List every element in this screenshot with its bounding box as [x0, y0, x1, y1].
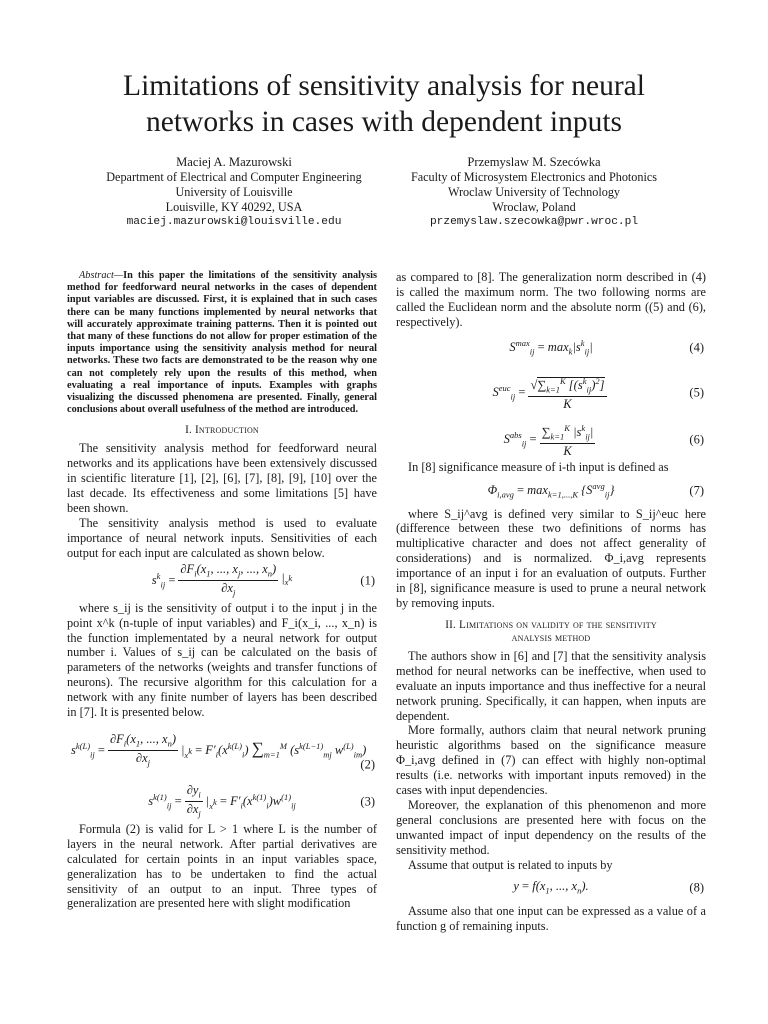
equation-number: (4) — [689, 340, 704, 355]
title-line-1: Limitations of sensitivity analysis for neural — [123, 70, 645, 102]
abstract-text: In this paper the limitations of the sensitivity analysis method for feedforward neural networks in the cases of dependent input variables are discussed. First, it is explained that in such cases there can be many functions implemented by neural networks that will accurately approximate training patterns. Then it is pointed out that many of these functions do not allow for proper estimation of the inputs importance using the sensitivity analysis method for neural networks. These two facts are demonstrated to be the reason why one can not completely rely upon the results of this method, when evaluating a real importance of inputs. Examples with graphs visualizing the discussed phenomena are presented. Finally, general conclusions about overall usefulness of the method are introduced. — [67, 270, 377, 416]
author-block-1 — [64, 155, 404, 230]
author-affiliation: Department of Electrical and Computer Engineering — [106, 170, 362, 184]
paragraph: Assume also that one input can be expressed as a value of a function g of remaining inputs. — [396, 904, 706, 934]
equation-number: (1) — [360, 573, 375, 588]
author-name: Przemyslaw M. Szecówka — [467, 155, 601, 169]
paragraph: as compared to [8]. The generalization norm described in (4) is called the maximum norm. The two following norms are called the Euclidean norm and the absolute norm ((5) and (6), respectively). — [396, 270, 706, 329]
paragraph: The sensitivity analysis method is used to evaluate importance of neural network inputs. Sensitivities of each output for each input are calculated as shown below. — [67, 515, 377, 560]
section-heading-limitations — [396, 619, 706, 645]
paragraph: where S_ij^avg is defined very similar to S_ij^euc here (difference between these two definitions of norms has multiplicative character and does not affect generality of considerations) and is normalized. Φ_i,avg represents importance of an input i for an evaluation of outputs. Further in [8], significance measure is used to prune a neural network by removing inputs. — [396, 506, 706, 610]
author-university: University of Louisville — [175, 185, 293, 199]
author-location: Wroclaw, Poland — [492, 200, 576, 214]
equation-number: (3) — [360, 794, 375, 809]
left-column — [67, 270, 377, 911]
equation-4: $S^{max}_{ij} = \max_k|s^k_{ij}|$ (4) — [509, 337, 704, 357]
paragraph: More formally, authors claim that neural network pruning heuristic algorithms based on the significance measure Φ_i,avg defined in (7) can effect with highly non-optimal results (i.e. networks with important inputs removed) in the cases with input dependencies. — [396, 723, 706, 798]
author-email: przemyslaw.szecowka@pwr.wroc.pl — [429, 216, 639, 228]
paragraph: Moreover, the explanation of this phenomenon and more general conclusions are presented here with focus on the unwanted impact of input dependency on the results of the sensitivity method. — [396, 797, 706, 857]
equation-7: $\Phi_{i,avg} = \max_{k=1,...,K} \{S^{avg}_{ij}\}$ (7) — [487, 480, 704, 500]
abstract — [67, 270, 377, 416]
equation-6: $S^{abs}_{ij}$ = $\frac{\sum_{k=1}^K |s^k_{ij}|}{K}$ (6) — [503, 422, 704, 459]
abstract-label: Abstract— — [79, 270, 124, 281]
equation-8: $y = f(x_1$, ..., $x_n$). (8) — [513, 878, 704, 896]
equation-number: (8) — [689, 881, 704, 896]
author-location: Louisville, KY 40292, USA — [165, 200, 303, 214]
paragraph: The authors show in [6] and [7] that the sensitivity analysis method for neural networks can be ineffective, when used to evaluate an inputs importance and thus ineffective for a neural network pruning. Specifically, it can happen, when inputs are dependent. — [396, 648, 706, 723]
equation-1: $s^k_{ij}$ = $\frac{\partial F_i(x_1, ..., x_j, ..., x_n)}{\partial x_j}$ $|_{x^k}$ (1) — [151, 561, 375, 598]
paragraph: Formula (2) is valid for L > 1 where L is the number of layers in the neural network. After partial derivatives are calculated for certain points in an input variables space, generalization has to be undertaken to find the actual sensitivity of an output to an input. Three types of generalization are presented here with slight modification — [67, 821, 377, 911]
author-email: maciej.mazurowski@louisville.edu — [126, 216, 342, 228]
title-line-2: networks in cases with dependent inputs — [145, 106, 622, 138]
author-university: Wroclaw University of Technology — [447, 185, 621, 199]
section-heading-introduction: I. Introduction — [185, 424, 259, 437]
equation-number: (2) — [360, 757, 375, 772]
equation-number: (6) — [689, 432, 704, 447]
equation-2: $s^{k(L)}_{ij}$ = $\frac{\partial F_i(x_1, ..., x_n)}{\partial x_j}$ $|_{x^k} = F'_i(x^{k(L)}_i)$ $\sum_{m=1}^M$ ($s^{k(L-1)}_{mj}$ $w^{(L)}_{im}$) (2) — [71, 731, 375, 772]
section-heading-line: analysis method — [511, 631, 591, 644]
author-name: Maciej A. Mazurowski — [176, 155, 292, 169]
paragraph: In [8] significance measure of i-th input is defined as — [408, 459, 669, 474]
paper-title — [0, 68, 768, 140]
paragraph: The sensitivity analysis method for feedforward neural networks and its applications have been extensively discussed in scientific literature [1], [2], [6], [7], [8], [9], [10] over the last decade. Its effectiveness and some limitations [5] have been shown. — [67, 441, 377, 516]
paragraph: Assume that output is related to inputs by — [408, 857, 613, 872]
equation-number: (5) — [689, 385, 704, 400]
section-heading-line: II. Limitations on validity of the sensitivity — [445, 618, 657, 631]
paragraph: where s_ij is the sensitivity of output i to the input j in the point x^k (n-tuple of input variables) and F_i(x_i, ..., x_n) is the function implementated by a neural network for output number i. Values of s_ij can be calculated on the basis of parameters of the networks (weights and transfer functions of neurons). The recursive algorithm for this calculation for a network with any finite number of layers has been described in [7]. It is presented below. — [67, 600, 377, 720]
equation-5: $S^{euc}_{ij}$ = $\frac{√\sum_{k=1}^K [(s^k_{ij})^2]}{K}$ (5) — [492, 375, 704, 412]
author-block-2 — [364, 155, 704, 230]
author-affiliation: Faculty of Microsystem Electronics and Photonics — [410, 170, 658, 184]
equation-number: (7) — [689, 483, 704, 498]
right-column — [396, 270, 706, 934]
equation-3: $s^{k(1)}_{ij}$ = $\frac{\partial y_i}{\partial x_j}$ $|_{x^k} = F'_i(x^{k(1)}_i)w^{(1)}_{ij}$ (3) — [148, 782, 375, 819]
